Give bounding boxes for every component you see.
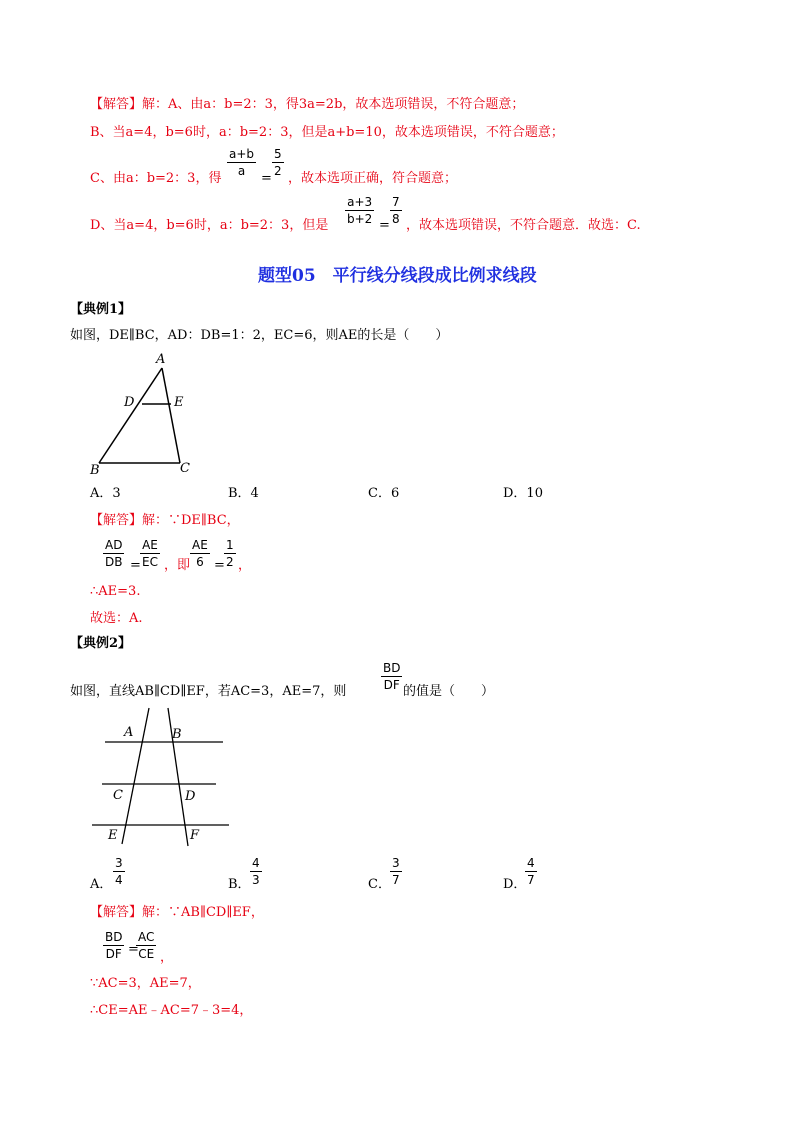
example-1-option-b: B．4 bbox=[228, 486, 259, 501]
example-2-option-d-letter: D． bbox=[503, 877, 527, 892]
fraction: $\frac{a+3}{b+2}$ bbox=[347, 195, 373, 226]
prev-solution-line-3-end: ，故本选项正确，符合题意； bbox=[288, 171, 458, 186]
label-b: B bbox=[172, 727, 182, 742]
example-1-solution-line-1: 【解答】解：∵DE∥BC， bbox=[90, 513, 240, 528]
example-2-solution-line-4: ∴CE=AE﹣AC=7﹣3=4， bbox=[90, 1003, 253, 1018]
fraction: $\frac{AC}{CE}$ bbox=[138, 930, 155, 961]
label-a: A bbox=[124, 725, 134, 740]
fraction: $\frac{AE}{6}$ bbox=[192, 538, 208, 569]
fraction: $\frac{BD}{DF}$ bbox=[105, 930, 123, 961]
example-2-option-b-letter: B． bbox=[228, 877, 251, 892]
example-1-option-c: C．6 bbox=[368, 486, 400, 501]
fraction: $\frac{AE}{EC}$ bbox=[142, 538, 158, 569]
solution-text: ，即 bbox=[164, 558, 191, 573]
fraction: $\frac{AD}{DB}$ bbox=[105, 538, 123, 569]
example-2-solution-line-1: 【解答】解：∵AB∥CD∥EF， bbox=[90, 905, 264, 920]
label-e: E bbox=[108, 828, 118, 843]
label-c: C bbox=[113, 788, 123, 803]
equals-sign: = bbox=[130, 558, 141, 573]
example-2-tag: 【典例2】 bbox=[70, 636, 132, 651]
example-1-tag: 【典例1】 bbox=[70, 302, 132, 317]
example-2-question-end: 的值是（ ） bbox=[403, 684, 495, 699]
prev-solution-line-3-text: C、由a：b=2：3，得 bbox=[90, 171, 222, 186]
example-1-option-d: D．10 bbox=[503, 486, 543, 501]
prev-solution-line-4-end: ，故本选项错误，不符合题意．故选：C. bbox=[406, 218, 641, 233]
label-d: D bbox=[124, 395, 135, 410]
triangle-figure bbox=[85, 348, 205, 478]
solution-text: ， bbox=[160, 950, 174, 965]
example-1-question: 如图，DE∥BC，AD：DB=1：2，EC=6，则AE的长是（ ） bbox=[70, 328, 449, 343]
equals-sign: = bbox=[379, 218, 390, 233]
option-b-fraction: $\frac{4}{3}$ bbox=[252, 856, 260, 887]
equals-sign: = bbox=[261, 171, 272, 186]
example-2-option-a-letter: A． bbox=[90, 877, 113, 892]
parallel-lines-figure bbox=[90, 706, 240, 848]
label-a: A bbox=[156, 352, 166, 367]
option-a-fraction: $\frac{3}{4}$ bbox=[115, 856, 123, 887]
example-1-option-a: A．3 bbox=[90, 486, 121, 501]
option-c-fraction: $\frac{3}{7}$ bbox=[392, 856, 400, 887]
prev-solution-line-2: B、当a=4，b=6时，a：b=2：3，但是a+b=10，故本选项错误，不符合题意； bbox=[90, 125, 564, 140]
option-d-fraction: $\frac{4}{7}$ bbox=[527, 856, 535, 887]
example-1-solution-line-4: 故选：A. bbox=[90, 611, 143, 626]
label-d: D bbox=[185, 789, 196, 804]
label-f: F bbox=[190, 828, 200, 843]
fraction: $\frac{a+b}{a}$ bbox=[229, 147, 255, 178]
section-title: 题型05 平行线分线段成比例求线段 bbox=[258, 266, 537, 286]
equals-sign: = bbox=[214, 558, 225, 573]
label-b: B bbox=[90, 463, 100, 478]
fraction: $\frac{5}{2}$ bbox=[274, 147, 282, 178]
side-ac bbox=[162, 368, 180, 463]
equals-sign: = bbox=[128, 942, 139, 957]
prev-solution-line-1: 【解答】解：A、由a：b=2：3，得3a=2b，故本选项错误，不符合题意； bbox=[90, 97, 525, 112]
example-2-option-c-letter: C． bbox=[368, 877, 391, 892]
example-2-question: 如图，直线AB∥CD∥EF，若AC=3，AE=7，则 bbox=[70, 684, 347, 699]
fraction: $\frac{7}{8}$ bbox=[392, 195, 400, 226]
fraction: $\frac{BD}{DF}$ bbox=[383, 661, 401, 692]
example-1-solution-line-3: ∴AE=3. bbox=[90, 584, 141, 599]
prev-solution-line-4-text: D、当a=4，b=6时，a：b=2：3，但是 bbox=[90, 218, 329, 233]
label-e: E bbox=[174, 395, 184, 410]
label-c: C bbox=[180, 461, 190, 476]
example-2-solution-line-3: ∵AC=3，AE=7， bbox=[90, 976, 201, 991]
fraction: $\frac{1}{2}$ bbox=[226, 538, 234, 569]
side-ab bbox=[99, 368, 162, 463]
solution-text: ， bbox=[238, 558, 252, 573]
